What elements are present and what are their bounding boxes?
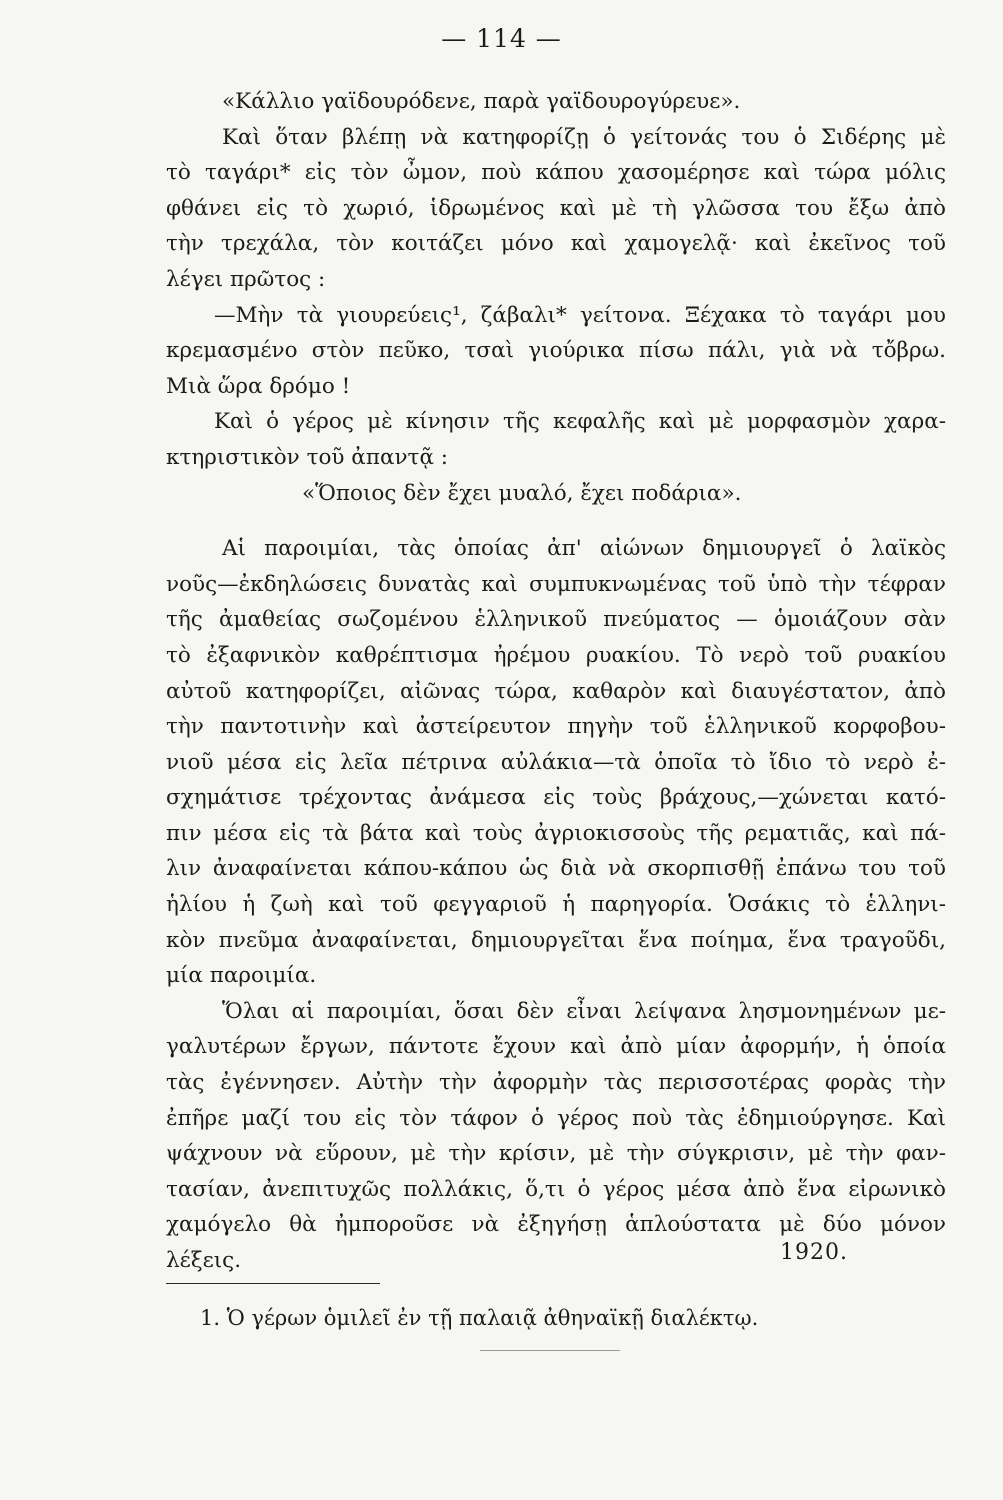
text-line: πιν μέσα εἰς τὰ βάτα καὶ τοὺς ἀγριοκισσοὺς τῆς ρεματιᾶς, καὶ πά- <box>166 820 946 846</box>
footnote-divider <box>166 1283 380 1284</box>
text-line: σχημάτισε τρέχοντας ἀνάμεσα εἰς τοὺς βράχους,—χώνεται κατό- <box>166 785 946 811</box>
body-text <box>166 84 946 1279</box>
text-line: ἐπῆρε μαζί του εἰς τὸν τάφον ὁ γέρος ποὺ τὰς ἐδημιούργησε. Καὶ <box>166 1105 946 1131</box>
date-line: 1920. <box>780 1240 848 1265</box>
text-line: κτηριστικὸν τοῦ ἀπαντᾷ : <box>166 444 449 470</box>
text-line: λέξεις. <box>166 1248 242 1273</box>
text-line: μία παροιμία. <box>166 963 317 989</box>
text-line: —Μὴν τὰ γιουρεύεις¹, ζάβαλι* γείτονα. Ξέχακα τὸ ταγάρι μου <box>214 302 946 328</box>
footnote: 1. Ὁ γέρων ὁμιλεῖ ἐν τῇ παλαιᾷ ἀθηναϊκῇ διαλέκτῳ. <box>200 1306 759 1330</box>
text-line: ἡλίου ἡ ζωὴ καὶ τοῦ φεγγαριοῦ ἡ παρηγορία. Ὁσάκις τὸ ἑλληνι- <box>166 892 946 918</box>
text-line: φθάνει εἰς τὸ χωριό, ἱδρωμένος καὶ μὲ τὴ γλῶσσα του ἔξω ἀπὸ <box>166 195 946 221</box>
text-line: τῆς ἀμαθείας σωζομένου ἑλληνικοῦ πνεύματος — ὁμοιάζουν σὰν <box>166 607 946 633</box>
text-line: κρεμασμένο στὸν πεῦκο, τσαὶ γιούρικα πίσω πάλι, γιὰ νὰ τὄβρω. <box>166 338 946 364</box>
text-line: νοῦς—ἐκδηλώσεις δυνατὰς καὶ συμπυκνωμένας τοῦ ὑπὸ τὴν τέφραν <box>166 571 946 597</box>
text-line: τὸ ἐξαφνικὸν καθρέπτισμα ἠρέμου ρυακίου. Τὸ νερὸ τοῦ ρυακίου <box>166 642 946 668</box>
text-line: αὐτοῦ κατηφορίζει, αἰῶνας τώρα, καθαρὸν καὶ διαυγέστατον, ἀπὸ <box>166 678 946 704</box>
text-line: Ὅλαι αἱ παροιμίαι, ὅσαι δὲν εἶναι λείψανα λησμονημένων με- <box>222 998 946 1024</box>
text-line: κὸν πνεῦμα ἀναφαίνεται, δημιουργεῖται ἕνα ποίημα, ἕνα τραγοῦδι, <box>166 927 946 953</box>
page-number: — 114 — <box>441 24 562 53</box>
text-line: τὰς ἐγέννησεν. Αὐτὴν τὴν ἀφορμὴν τὰς περισσοτέρας φορὰς τὴν <box>166 1070 946 1096</box>
text-line: Αἱ παροιμίαι, τὰς ὁποίας ἀπ' αἰώνων δημιουργεῖ ὁ λαϊκὸς <box>222 536 946 562</box>
text-line: χαμόγελο θὰ ἠμποροῦσε νὰ ἐξηγήσῃ ἁπλούστατα μὲ δύο μόνον <box>166 1212 946 1238</box>
underline-mark <box>480 1350 620 1351</box>
text-line: τὴν τρεχάλα, τὸν κοιτάζει μόνο καὶ χαμογελᾷ· καὶ ἐκεῖνος τοῦ <box>166 231 946 257</box>
text-line: «Ὅποιος δὲν ἔχει μυαλό, ἔχει ποδάρια». <box>302 480 742 506</box>
text-line: λέγει πρῶτος : <box>166 266 326 292</box>
text-line: νιοῦ μέσα εἰς λεῖα πέτρινα αὐλάκια—τὰ ὁποῖα τὸ ἴδιο τὸ νερὸ ἐ- <box>166 749 946 775</box>
paragraph-gap <box>166 511 946 531</box>
text-line: «Κάλλιο γαϊδουρόδενε, παρὰ γαϊδουρογύρευε». <box>222 89 741 114</box>
text-line: τασίαν, ἀνεπιτυχῶς πολλάκις, ὅ,τι ὁ γέρος μέσα ἀπὸ ἕνα εἰρωνικὸ <box>166 1176 946 1202</box>
text-line: Καὶ ὁ γέρος μὲ κίνησιν τῆς κεφαλῆς καὶ μὲ μορφασμὸν χαρα- <box>214 409 946 435</box>
text-line: τὴν παντοτινὴν καὶ ἀστείρευτον πηγὴν τοῦ ἑλληνικοῦ κορφοβου- <box>166 714 946 740</box>
text-line: Καὶ ὅταν βλέπῃ νὰ κατηφορίζῃ ὁ γείτονάς του ὁ Σιδέρης μὲ <box>222 124 946 150</box>
text-line: ψάχνουν νὰ εὕρουν, μὲ τὴν κρίσιν, μὲ τὴν σύγκρισιν, μὲ τὴν φαν- <box>166 1141 946 1167</box>
text-line: τὸ ταγάρι* εἰς τὸν ὦμον, ποὺ κάπου χασομέρησε καὶ τώρα μόλις <box>166 160 946 186</box>
text-line: γαλυτέρων ἔργων, πάντοτε ἔχουν καὶ ἀπὸ μίαν ἀφορμήν, ἡ ὁποία <box>166 1034 946 1060</box>
text-line: λιν ἀναφαίνεται κάπου-κάπου ὡς διὰ νὰ σκορπισθῇ ἐπάνω του τοῦ <box>166 856 946 882</box>
text-line: Μιὰ ὥρα δρόμο ! <box>166 373 351 399</box>
